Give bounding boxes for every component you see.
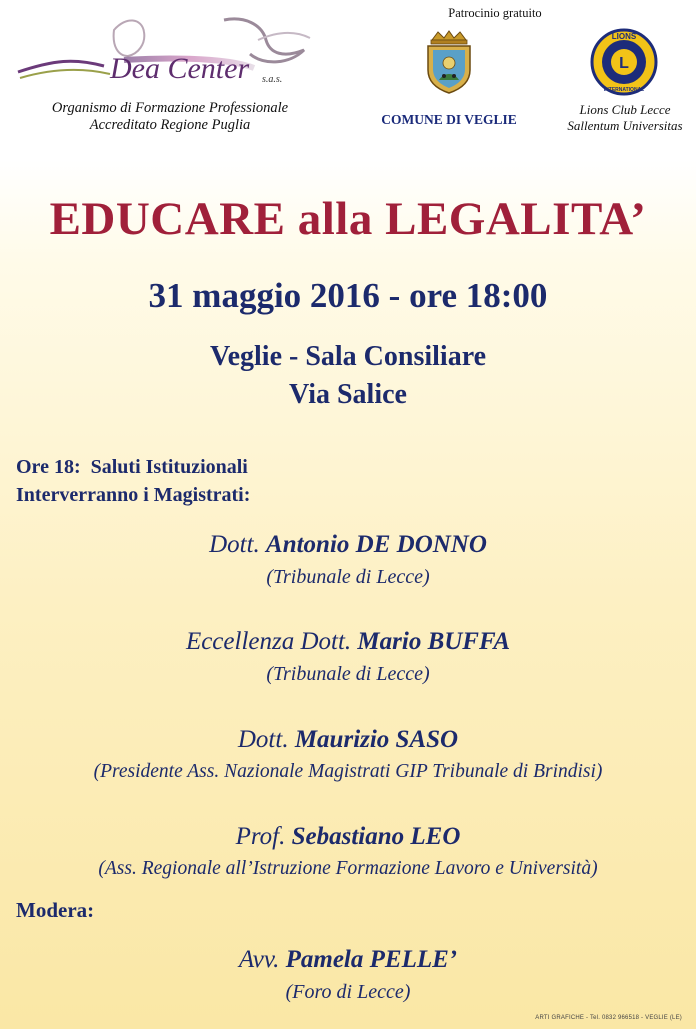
speaker-entry [0,725,696,785]
dea-caption-line1: Organismo di Formazione Professionale [51,100,289,116]
moderator-name-line [0,945,696,975]
speaker-title: Dott. [237,726,289,753]
event-date: 31 maggio 2016 - ore 18:00 [148,276,548,315]
dea-caption-line2: Accreditato Regione Puglia [89,117,251,133]
moderator-title: Avv. [238,946,280,973]
comune-label: COMUNE DI VEGLIE [381,112,517,127]
lions-club-logo [590,28,658,96]
speaker-name: Antonio DE DONNO [266,531,487,558]
dea-caption [20,100,320,134]
dea-center-logo [14,10,314,90]
print-credits: ARTI GRAFICHE - Tel. 0832 966518 - VEGLIE (LE) [535,1015,682,1021]
moderator-name: Pamela PELLE’ [285,946,458,973]
speaker-entry [0,822,696,882]
speaker-title: Dott. [209,531,260,558]
moderator-label: Modera: [16,898,95,922]
dea-logo-text: Dea Center [110,52,250,85]
speaker-name-line [0,822,696,852]
speaker-title: Prof. [235,823,286,850]
program-intro [16,453,250,509]
moderator-affiliation: (Foro di Lecce) [285,981,411,1003]
patrocinio-label: Patrocinio gratuito [448,6,542,20]
lions-logo-text2: INTERNATIONAL [603,87,645,93]
moderator-entry [0,945,696,1005]
speaker-affiliation: (Tribunale di Lecce) [266,566,430,588]
lions-caption [555,102,695,134]
speaker-entry [0,627,696,687]
event-place-line1: Veglie - Sala Consiliare [209,341,487,372]
lions-logo-text: LIONS [611,32,637,41]
speaker-affiliation: (Ass. Regionale all’Istruzione Formazione Lavoro e Università) [98,858,598,879]
speaker-affiliation: (Tribunale di Lecce) [266,663,430,685]
lions-caption-line2: Sallentum Universitas [567,118,683,133]
program-line2: Interverranno i Magistrati: [16,484,251,506]
speaker-affiliation: (Presidente Ass. Nazionale Magistrati GIP Tribunale di Brindisi) [93,761,603,782]
dea-logo-suffix: s.a.s. [262,74,283,85]
speaker-name-line [0,530,696,560]
speaker-name-line [0,725,696,755]
event-place-line2: Via Salice [289,379,407,410]
program-line1: Ore 18: Saluti Istituzionali [16,456,248,478]
speaker-title: Eccellenza Dott. [185,628,352,655]
speaker-name: Mario BUFFA [357,628,511,655]
speaker-name-line [0,627,696,657]
svg-text:L: L [619,55,629,72]
event-title: EDUCARE alla LEGALITA’ [49,193,647,245]
lions-caption-line1: Lions Club Lecce [579,102,671,117]
speaker-entry [0,530,696,590]
speaker-name: Maurizio SASO [294,726,459,753]
veglie-coat-of-arms-icon [424,30,474,94]
speaker-name: Sebastiano LEO [291,823,461,850]
event-place [0,338,696,414]
